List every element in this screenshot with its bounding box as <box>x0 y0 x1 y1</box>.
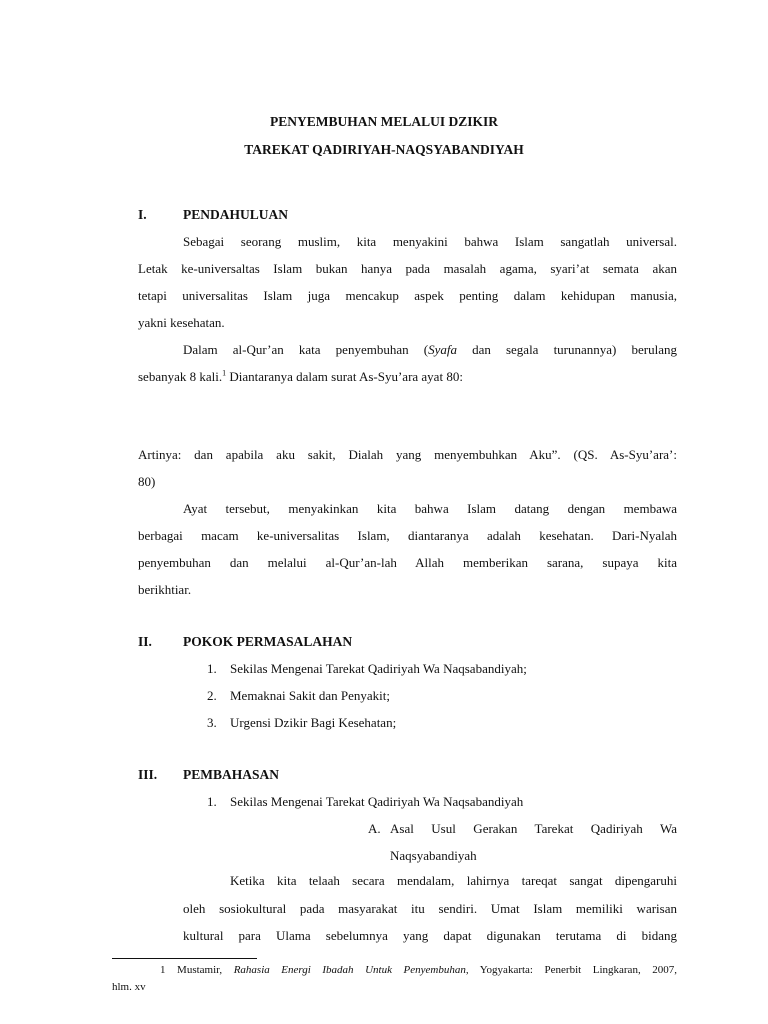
translation-line: Artinya: dan apabila aku sakit, Dialah yang menyembuhkan Aku”. (QS. As-Syu’ara’: <box>138 447 677 462</box>
section3-p-line: kultural para Ulama sebelumnya yang dapat digunakan terutama di bidang <box>183 928 677 943</box>
footnote-number: 1 <box>160 964 166 976</box>
list-item: Sekilas Mengenai Tarekat Qadiriyah Wa Naqsabandiyah; <box>230 661 527 676</box>
list-item-number: 1. <box>207 661 217 676</box>
section1-p3-line: berikhtiar. <box>138 582 192 597</box>
section3-number: III. <box>138 767 158 782</box>
list-item: Sekilas Mengenai Tarekat Qadiriyah Wa Naqsabandiyah <box>230 794 524 809</box>
section1-p2-line <box>138 369 463 385</box>
section3-p-line: Ketika kita telaah secara mendalam, lahirnya tareqat sangat dipengaruhi <box>230 873 677 888</box>
section1-number: I. <box>138 207 147 222</box>
subsection-title: Naqsyabandiyah <box>390 848 477 863</box>
footnote-book-title: Rahasia Energi Ibadah Untuk Penyembuhan, <box>233 964 469 976</box>
list-item-number: 3. <box>207 715 217 730</box>
section1-p2-line <box>183 342 677 358</box>
list-item-number: 1. <box>207 794 217 809</box>
doc-title-line2: TAREKAT QADIRIYAH-NAQSYABANDIYAH <box>244 142 524 157</box>
section1-p3-line: Ayat tersebut, menyakinkan kita bahwa Islam datang dengan membawa <box>183 501 677 516</box>
section3-heading: PEMBAHASAN <box>183 767 280 782</box>
translation-line: 80) <box>138 474 156 489</box>
section1-p1-line: Sebagai seorang muslim, kita menyakini bahwa Islam sangatlah universal. <box>183 234 677 249</box>
footnote-publisher: Yogyakarta: Penerbit Lingkaran, 2007, <box>468 964 677 976</box>
syafa-term: Syafa <box>428 342 457 357</box>
section1-p3-line: penyembuhan dan melalui al-Qur’an-lah Allah memberikan sarana, supaya kita <box>138 555 677 570</box>
section1-p1-line: Letak ke-universaltas Islam bukan hanya pada masalah agama, syari’at semata akan <box>138 261 677 276</box>
footnote-separator <box>112 958 257 959</box>
subsection-title: Asal Usul Gerakan Tarekat Qadiriyah Wa <box>390 821 677 836</box>
section3-p-line: oleh sosiokultural pada masyarakat itu sendiri. Umat Islam memiliki warisan <box>183 901 677 916</box>
p2-text-before: Dalam al-Qur’an kata penyembuhan ( <box>183 342 429 357</box>
footnote-author: Mustamir, <box>165 964 234 976</box>
list-item: Memaknai Sakit dan Penyakit; <box>230 688 390 703</box>
section1-p1-line: yakni kesehatan. <box>138 315 225 330</box>
p2-line2-rest: Diantaranya dalam surat As-Syu’ara ayat 80: <box>226 369 463 384</box>
section2-heading: POKOK PERMASALAHAN <box>183 634 353 649</box>
section2-number: II. <box>138 634 152 649</box>
section1-heading: PENDAHULUAN <box>183 207 289 222</box>
section1-p1-line: tetapi universalitas Islam juga mencakup aspek penting dalam kehidupan manusia, <box>138 288 677 303</box>
doc-title-line1: PENYEMBUHAN MELALUI DZIKIR <box>269 114 499 129</box>
footnote-line <box>160 964 677 976</box>
footnote-marker[interactable]: 1 <box>222 368 227 378</box>
p2-text-after: dan segala turunannya) berulang <box>456 342 677 357</box>
footnote-line2: hlm. xv <box>112 981 146 993</box>
subsection-letter: A. <box>368 821 381 836</box>
p2-line2-text: sebanyak 8 kali. <box>138 369 223 384</box>
section1-p3-line: berbagai macam ke-universalitas Islam, diantaranya adalah kesehatan. Dari-Nyalah <box>138 528 677 543</box>
list-item: Urgensi Dzikir Bagi Kesehatan; <box>230 715 397 730</box>
list-item-number: 2. <box>207 688 217 703</box>
